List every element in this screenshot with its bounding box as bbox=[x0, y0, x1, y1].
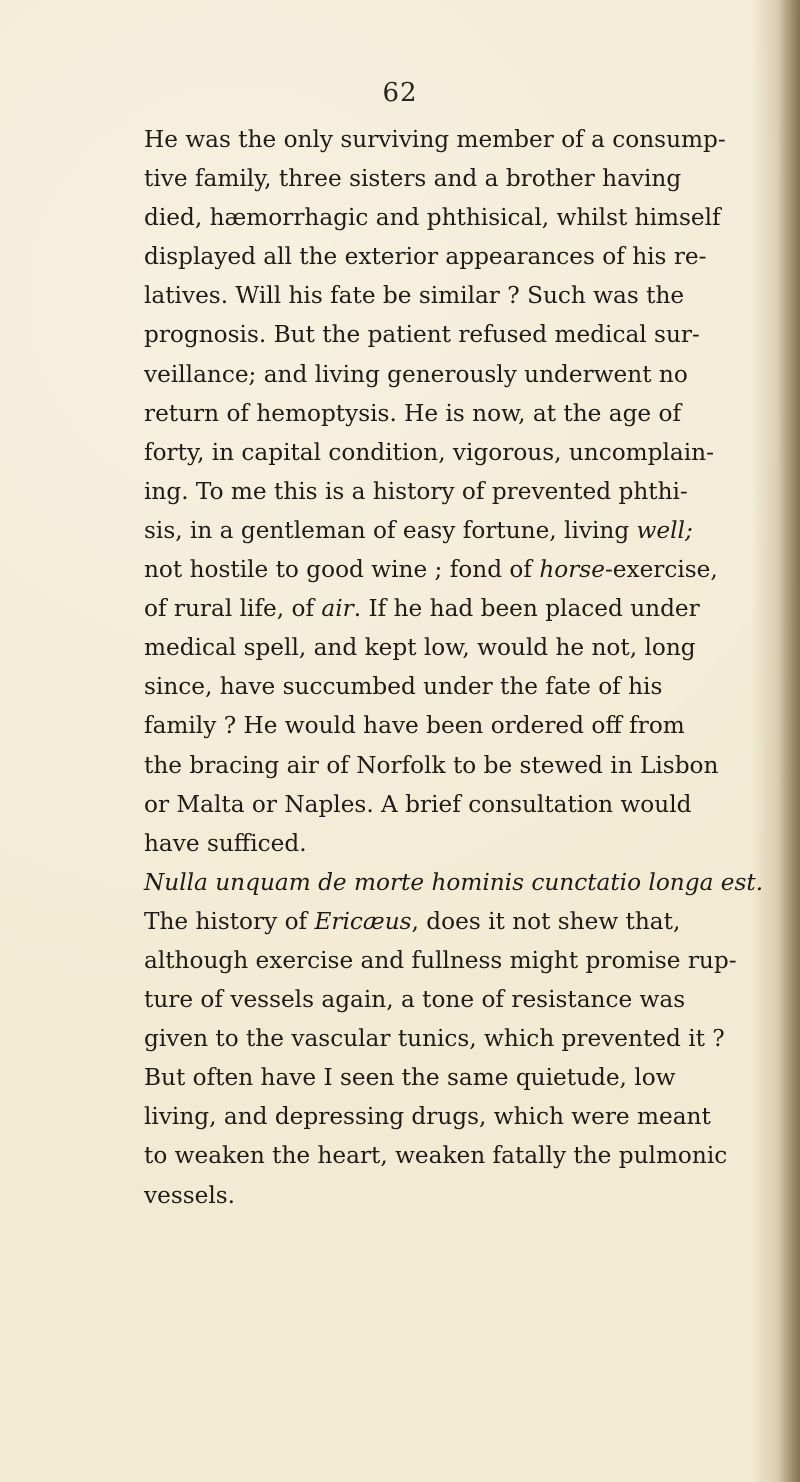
text-line-9: forty, in capital condition, vigorous, uncomplain- bbox=[144, 438, 714, 466]
page-edge-shadow bbox=[778, 0, 800, 1482]
text-line-24: given to the vascular tunics, which prevented it ? bbox=[144, 1025, 725, 1053]
text-line-2: tive family, three sisters and a brother having bbox=[144, 165, 682, 193]
text-line-8: return of hemoptysis. He is now, at the age of bbox=[144, 399, 682, 427]
latin-quote: Nulla unquam de morte hominis cunctatio longa est. bbox=[144, 868, 764, 896]
page-number: 62 bbox=[382, 78, 418, 108]
text-line-7: veillance; and living generously underwent no bbox=[144, 360, 688, 388]
text-line-18: or Malta or Naples. A brief consultation would bbox=[144, 790, 692, 818]
text-line-11 bbox=[144, 511, 774, 550]
text-fragment: The history of bbox=[144, 907, 315, 935]
text-line-22: although exercise and fullness might promise rup- bbox=[144, 946, 737, 974]
text-fragment: , does it not shew that, bbox=[411, 907, 681, 935]
text-line-16: family ? He would have been ordered off from bbox=[144, 712, 685, 740]
text-line-12 bbox=[144, 550, 774, 589]
text-fragment: not hostile to good wine ; fond of bbox=[144, 556, 540, 584]
text-line-6: prognosis. But the patient refused medical sur- bbox=[144, 321, 700, 349]
text-line-23: ture of vessels again, a tone of resistance was bbox=[144, 986, 686, 1014]
text-line-13 bbox=[144, 589, 774, 628]
text-line-26: living, and depressing drugs, which were meant bbox=[144, 1103, 711, 1131]
text-fragment: -exercise, bbox=[604, 556, 718, 584]
text-line-19: have sufficed. bbox=[144, 829, 307, 857]
italic-emphasis: Ericæus bbox=[314, 907, 412, 935]
text-line-5: latives. Will his fate be similar ? Such was the bbox=[144, 282, 685, 310]
text-line-25: But often have I seen the same quietude, low bbox=[144, 1064, 676, 1092]
text-line-15: since, have succumbed under the fate of his bbox=[144, 673, 663, 701]
text-line-14: medical spell, and kept low, would he not, long bbox=[144, 634, 696, 662]
text-line-21 bbox=[144, 902, 774, 941]
text-fragment: . If he had been placed under bbox=[353, 595, 700, 623]
text-line-3: died, hæmorrhagic and phthisical, whilst himself bbox=[144, 204, 721, 232]
italic-emphasis: horse bbox=[539, 556, 605, 584]
text-line-1: He was the only surviving member of a consump- bbox=[144, 126, 726, 153]
text-line-27: to weaken the heart, weaken fatally the pulmonic bbox=[144, 1142, 728, 1170]
text-fragment: sis, in a gentleman of easy fortune, living bbox=[144, 516, 637, 544]
text-fragment: of rural life, of bbox=[144, 595, 322, 623]
text-line-4: displayed all the exterior appearances of his re- bbox=[144, 243, 707, 271]
italic-emphasis: well; bbox=[636, 516, 693, 544]
text-line-17: the bracing air of Norfolk to be stewed in Lisbon bbox=[144, 751, 719, 779]
italic-emphasis: air bbox=[321, 595, 354, 623]
text-line-28: vessels. bbox=[144, 1181, 236, 1209]
body-text bbox=[144, 120, 774, 1215]
text-line-10: ing. To me this is a history of prevented phthi- bbox=[144, 477, 688, 505]
